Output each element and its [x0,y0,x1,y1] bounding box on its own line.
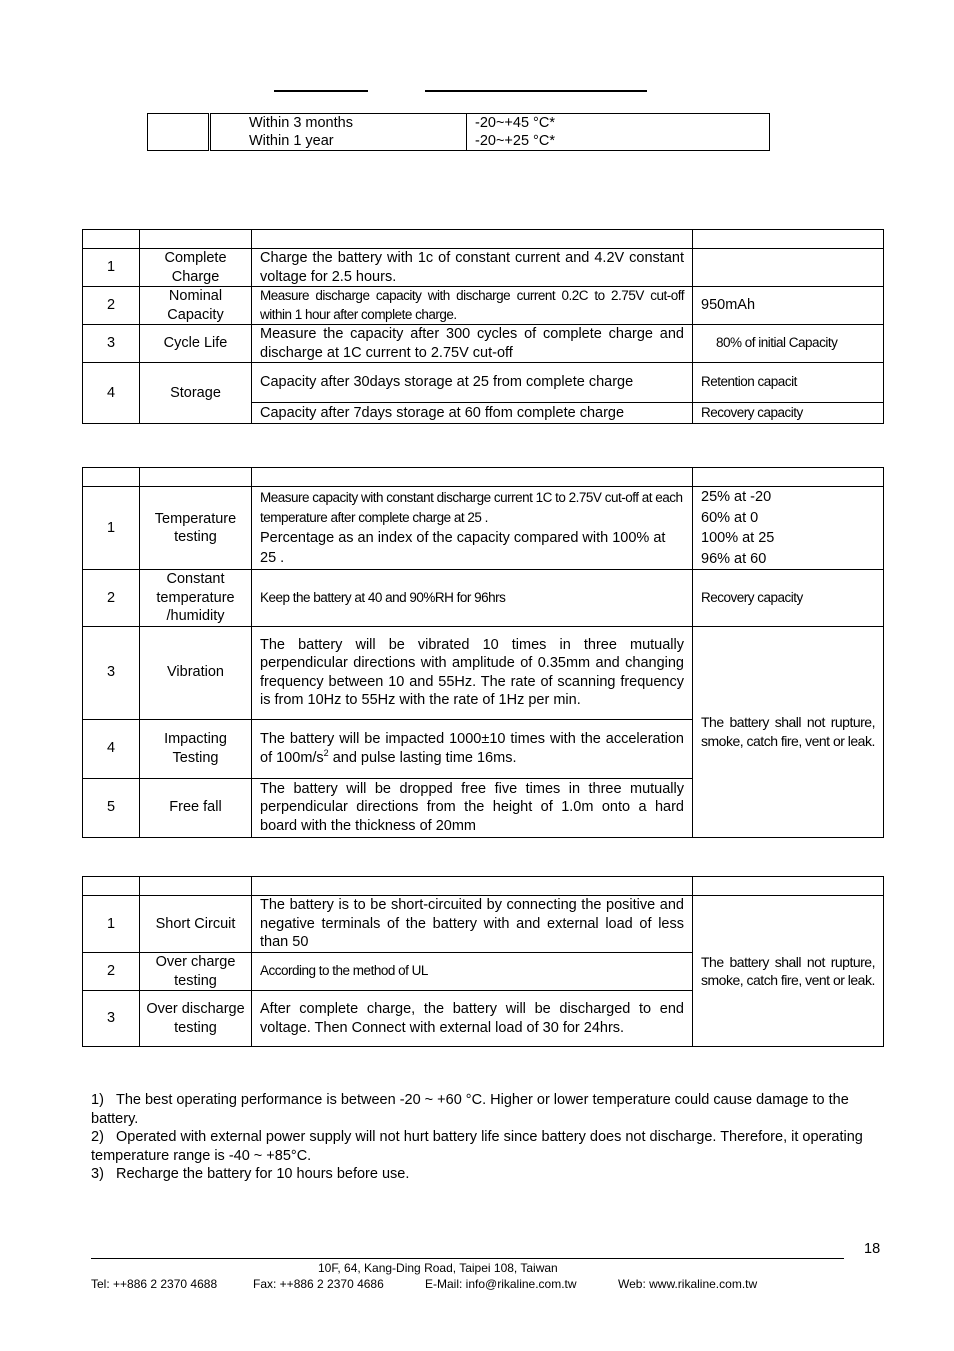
row-number: 2 [83,953,140,991]
row-number: 2 [83,287,140,325]
test-method: Measure discharge capacity with discharge current 0.2C to 2.75V cut-off within 1 hour after complete charge. [252,287,693,325]
criteria-line: 100% at 25 [701,530,775,546]
footer-email[interactable]: E-Mail: info@rikaline.com.tw [425,1277,577,1291]
row-number: 1 [83,896,140,953]
note-item: 1) The best operating performance is between -20 ~ +60 °C. Higher or lower temperature could cause damage to the battery. [91,1092,849,1127]
row-number: 4 [83,719,140,778]
criteria: Recovery capacity [693,570,884,627]
test-method: The battery is to be short-circuited by connecting the positive and negative terminals of the battery with and external load of less than 50 [252,896,693,953]
method-text: The battery will be impacted 1000±10 times with the acceleration of 100m/s [260,731,684,766]
item-name: Temperature testing [140,487,252,570]
item-name: Over charge testing [140,953,252,991]
row-number: 3 [83,991,140,1047]
shared-criteria: The battery shall not rupture, smoke, catch fire, vent or leak. [693,896,884,1047]
table-row [83,249,884,287]
storage-blank-cell [148,114,210,151]
criteria-line: 96% at 60 [701,550,767,567]
test-method-part: Percentage as an index of the capacity compared with 100% at 25 . [260,530,666,566]
shared-criteria: The battery shall not rupture, smoke, catch fire, vent or leak. [693,626,884,837]
table-row [83,325,884,363]
storage-period: Within 3 months [210,114,467,133]
criteria-line: 60% at 0 [701,509,759,526]
note-item: 3) Recharge the battery for 10 hours before use. [91,1166,410,1182]
table-row [83,570,884,627]
item-name: Vibration [140,626,252,719]
table-row [83,363,884,403]
storage-row [148,132,770,151]
test-method: Keep the battery at 40 and 90%RH for 96hrs [252,570,693,627]
footer-rule [91,1258,844,1259]
table-row [83,287,884,325]
item-name: Short Circuit [140,896,252,953]
item-name: Complete Charge [140,249,252,287]
criteria-line: 25% at -20 [701,489,772,505]
test-method-part: Measure capacity with constant discharge current 1C to 2.75V cut-off at each temperature after complete charge at 25 . [260,490,683,525]
item-name: Storage [140,363,252,424]
row-number: 3 [83,626,140,719]
storage-temp: -20~+25 °C* [467,132,770,151]
safety-test-table [82,876,884,1047]
header-rule-left [274,90,368,92]
test-method: The battery will be vibrated 10 times in three mutually perpendicular directions with amplitude of 0.35mm and changing frequency between 10 and 55Hz. The rate of scanning frequency is from 10Hz to 55Hz with the rate of 1Hz per min. [252,626,693,719]
table-header-row [83,877,884,896]
table-header-row [83,230,884,249]
test-method [252,487,693,570]
header-rule-right [425,90,647,92]
item-name: Impacting Testing [140,719,252,778]
table-row [83,626,884,719]
test-method [252,719,693,778]
item-name: Nominal Capacity [140,287,252,325]
method-text: and pulse lasting time 16ms. [328,749,517,766]
test-method: According to the method of UL [252,953,693,991]
criteria [693,487,884,570]
table-row [83,487,884,570]
criteria [693,249,884,287]
footer-fax: Fax: ++886 2 2370 4686 [253,1277,384,1291]
storage-row [148,114,770,133]
item-name: Constant temperature /humidity [140,570,252,627]
test-method: Capacity after 30days storage at 25 from complete charge [252,363,693,403]
test-method: The battery will be dropped free five times in three mutually perpendicular directions from the height of 1.0m onto a hard board with the thickness of 20mm [252,778,693,837]
row-number: 4 [83,363,140,424]
test-method: Charge the battery with 1c of constant current and 4.2V constant voltage for 2.5 hours. [252,249,693,287]
criteria: Recovery capacity [693,403,884,424]
storage-period: Within 1 year [210,132,467,151]
row-number: 1 [83,249,140,287]
row-number: 1 [83,487,140,570]
row-number: 5 [83,778,140,837]
environmental-test-table [82,467,884,838]
test-method: After complete charge, the battery will be discharged to end voltage. Then Connect with external load of 30 for 24hrs. [252,991,693,1047]
criteria: Retention capacit [693,363,884,403]
item-name: Over discharge testing [140,991,252,1047]
notes-list [91,1091,891,1184]
row-number: 3 [83,325,140,363]
note-item: 2) Operated with external power supply will not hurt battery life since battery does not discharge. Therefore, it operating temperature range is -40 ~ +85°C. [91,1129,863,1164]
capacity-test-table [82,229,884,424]
test-method: Measure the capacity after 300 cycles of complete charge and discharge at 1C current to 2.75V cut-off [252,325,693,363]
footer-web[interactable]: Web: www.rikaline.com.tw [618,1277,758,1291]
table-row [83,896,884,953]
storage-temp: -20~+45 °C* [467,114,770,133]
row-number: 2 [83,570,140,627]
storage-table [147,113,770,151]
criteria: 950mAh [693,287,884,325]
item-name: Cycle Life [140,325,252,363]
footer-address: 10F, 64, Kang-Ding Road, Taipei 108, Taiwan [318,1261,558,1275]
table-header-row [83,468,884,487]
page-number: 18 [864,1241,881,1257]
superscript: 2 [323,747,329,758]
test-method: Capacity after 7days storage at 60 ffom complete charge [252,403,693,424]
footer-tel: Tel: ++886 2 2370 4688 [91,1277,218,1291]
criteria: 80% of initial Capacity [693,325,884,363]
item-name: Free fall [140,778,252,837]
